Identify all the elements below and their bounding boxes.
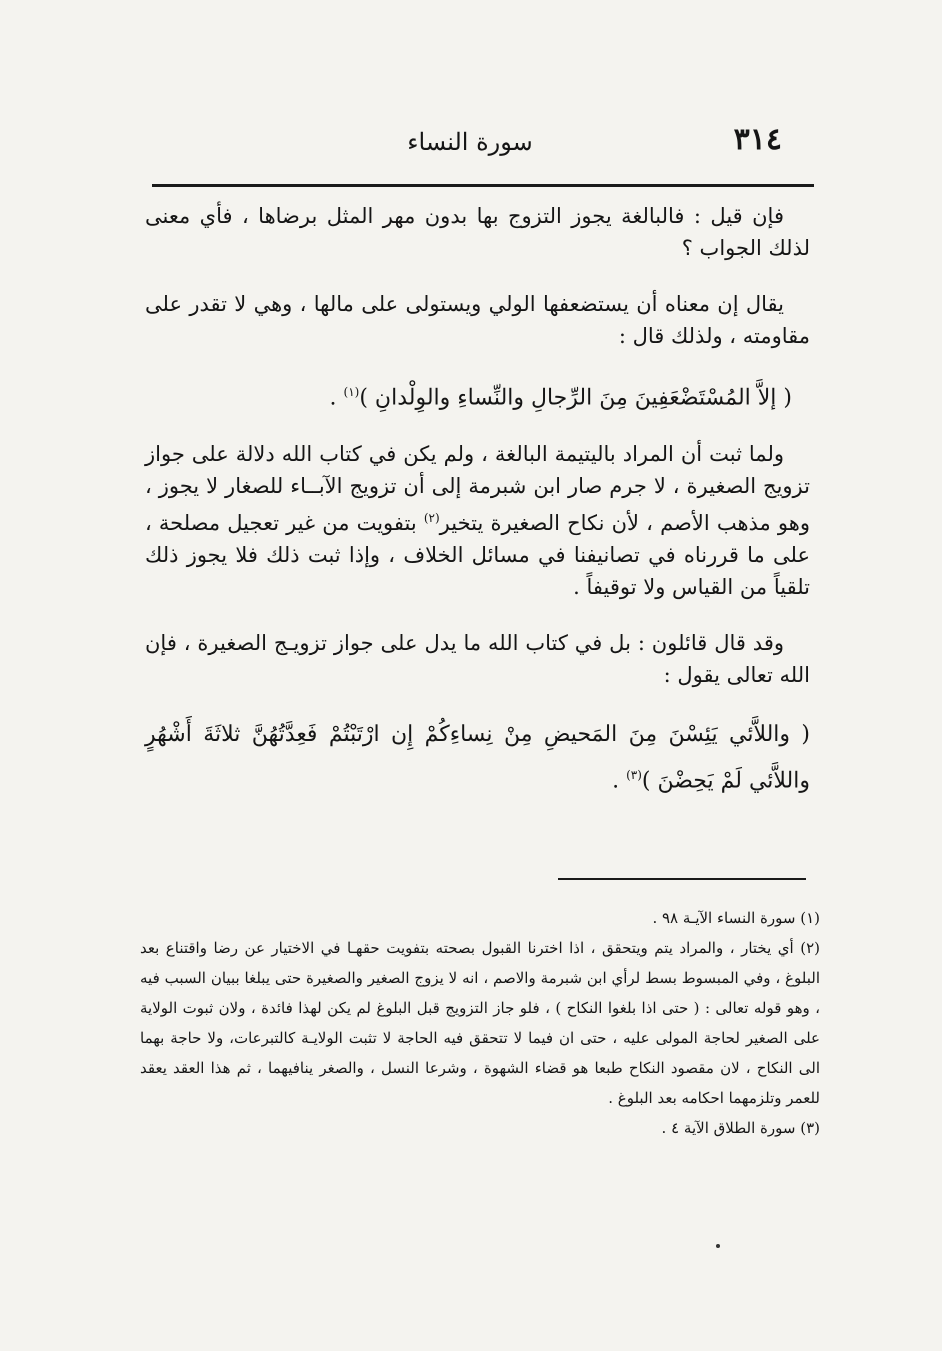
running-title: سورة النساء [407, 128, 533, 156]
quran-verse-1 [145, 376, 810, 414]
page-number: ٣١٤ [733, 122, 782, 157]
header-rule [152, 184, 814, 187]
footnote-ref-1: (١) [343, 385, 360, 399]
footnote-ref-2: (٢) [423, 511, 440, 526]
paragraph-question: فإن قيل : فالبالغة يجوز التزوج بها بدون مهر المثل برضاها ، فأي معنى لذلك الجواب ؟ [145, 204, 810, 260]
paragraph-objection: وقد قال قائلون : بل في كتاب الله ما يدل على جواز تزويـج الصغيرة ، فإن الله تعالى يقول : [145, 631, 810, 688]
footnote-1: (١) سورة النساء الآيـة ٩٨ . [652, 909, 820, 927]
paragraph-ruling-main: ولما ثبت أن المراد باليتيمة البالغة ، ولم يكن في كتاب الله دلالة على جواز تزويج الصغيرة ، لا جرم صار ابن شبرمة إلى أن تزويج الآبــاء للصغار لا يجوز ، وهو مذهب الأصم ، لأن نكاح الصغيرة يتخير [145, 442, 810, 536]
print-speck [716, 1244, 720, 1248]
quran-verse-2 [145, 715, 810, 801]
paragraph-ruling-rest: بتفويت من غير تعجيل مصلحة ، على ما قررناه في تصانيفنا في مسائل الخلاف ، وإذا ثبت ذلك فلا يجوز ذلك تلقياً من القياس ولا توقيفاً . [145, 511, 810, 600]
paragraph-answer: يقال إن معناه أن يستضعفها الولي ويستولى على مالها ، وهي لا تقدر على مقاومته ، ولذلك قال : [145, 292, 810, 348]
verse-2-text: ( واللاَّئي يَئِسْنَ مِنَ المَحيضِ مِنْ نِساءِكُمْ إِن ارْتَبْتُمْ فَعِدَّتُهُنَّ ثلاثَةَ أَشْهُرٍ واللاَّئي لَمْ يَحِضْنَ ) [145, 722, 810, 794]
footnote-rule [558, 878, 806, 880]
footnote-ref-3: (٣) [626, 768, 642, 783]
verse-1-text: ( إلاَّ المُسْتَضْعَفِينَ مِنَ الرِّجالِ والنِّساءِ والوِلْدانِ ) [359, 385, 792, 411]
page-header [150, 118, 810, 168]
main-text [145, 200, 810, 826]
verse-2-end: . [612, 768, 627, 794]
footnotes [140, 903, 820, 1143]
paragraph-ruling [145, 438, 810, 603]
footnote-2: (٢) أي يختار ، والمراد يتم ويتحقق ، اذا اخترنا القبول بصحته بتفويت حقهـا في الاختيار عن رضا واقتناع بعد البلوغ ، وفي المبسوط بسط لرأي ابن شبرمة والاصم ، انه لا يزوج الصغير والصغيرة حتى يبلغا ببيان السبب فيه ، وهو قوله تعالى : ( حتى اذا بلغوا النكاح ) ، فلو جاز التزويج قبل البلوغ لم يكن لهذا فائدة ، ولان ثبوت الولاية على الصغير لحاجة المولى عليه ، حتى ان فيما لا تتحقق فيه الحاجة لا تثبت الولايـة كالتبرعات، ولا حاجة بهما الى النكاح ، لان مقصود النكاح طبعا هو قضاء الشهوة ، وشرعا النسل ، والصغر ينافيهما ، ثم هذا العقد يعقد للعمر وتلزمهما احكامه بعد البلوغ . [140, 939, 820, 1107]
footnote-3: (٣) سورة الطلاق الآية ٤ . [661, 1119, 820, 1137]
verse-1-end: . [329, 385, 344, 411]
